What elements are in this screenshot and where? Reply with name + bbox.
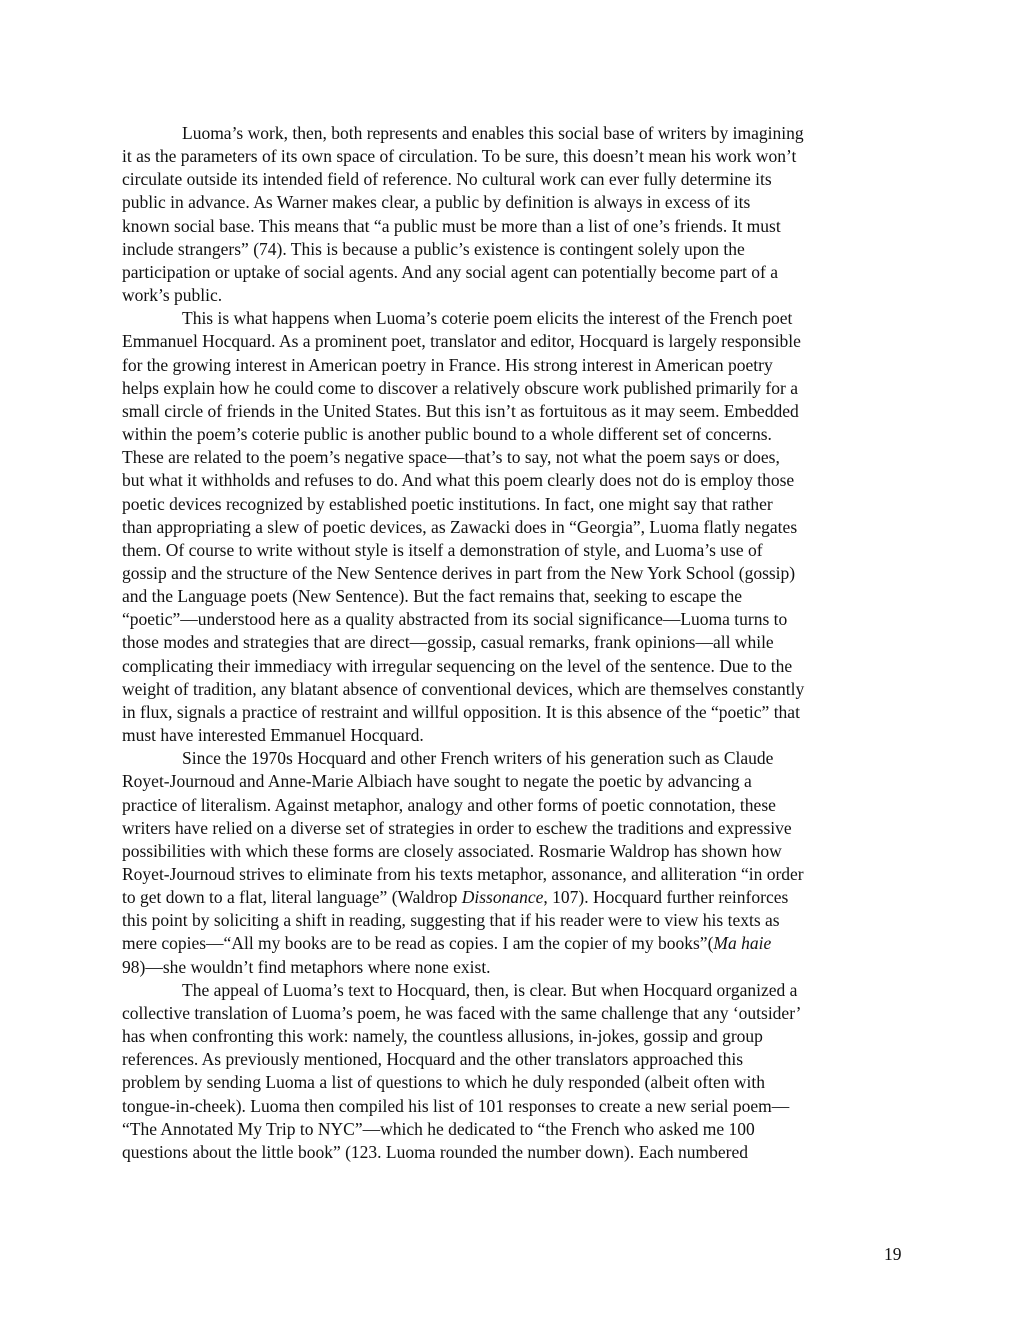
text-line: questions about the little book” (123. Luoma rounded the number down). Each numbered xyxy=(122,1141,748,1162)
text-line: must have interested Emmanuel Hocquard. xyxy=(122,725,424,746)
text-line: practice of literalism. Against metaphor, analogy and other forms of poetic connotation, these xyxy=(122,794,776,815)
text-line: gossip and the structure of the New Sentence derives in part from the New York School (gossip) xyxy=(122,562,796,583)
text-line: it as the parameters of its own space of circulation. To be sure, this doesn’t mean his work won’t xyxy=(122,146,797,167)
text-line: possibilities with which these forms are closely associated. Rosmarie Waldrop has shown how xyxy=(122,840,782,861)
italic-title: Dissonance xyxy=(461,887,544,908)
text-line: within the poem’s coterie public is another public bound to a whole different set of concerns. xyxy=(122,424,772,445)
text-line: 98)—she wouldn’t find metaphors where none exist. xyxy=(122,956,491,977)
text-line: tongue-in-cheek). Luoma then compiled his list of 101 responses to create a new serial poem— xyxy=(122,1095,790,1116)
text-line: has when confronting this work: namely, the countless allusions, in-jokes, gossip and group xyxy=(122,1026,763,1047)
italic-title: Ma haie xyxy=(713,933,772,954)
text-line: Luoma’s work, then, both represents and enables this social base of writers by imagining xyxy=(182,123,804,143)
text-line: problem by sending Luoma a list of questions to which he duly responded (albeit often with xyxy=(122,1072,766,1093)
text-line: and the Language poets (New Sentence). But the fact remains that, seeking to escape the xyxy=(122,586,743,607)
text-line: work’s public. xyxy=(122,285,223,306)
text-line: but what it withholds and refuses to do. And what this poem clearly does not do is employ those xyxy=(122,470,795,491)
text-line: references. As previously mentioned, Hocquard and the other translators approached this xyxy=(122,1049,744,1070)
text-line: circulate outside its intended field of reference. No cultural work can ever fully determine its xyxy=(122,169,772,190)
text-line: include strangers” (74). This is because a public’s existence is contingent solely upon the xyxy=(122,238,745,259)
text-line: those modes and strategies that are direct—gossip, casual remarks, frank opinions—all while xyxy=(122,632,774,653)
text-line: for the growing interest in American poetry in France. His strong interest in American poetry xyxy=(122,354,773,375)
text-line: The appeal of Luoma’s text to Hocquard, then, is clear. But when Hocquard organized a xyxy=(182,979,798,1000)
text-line: than appropriating a slew of poetic devices, as Zawacki does in “Georgia”, Luoma flatly negates xyxy=(122,516,798,537)
text-line: Royet-Journoud and Anne-Marie Albiach have sought to negate the poetic by advancing a xyxy=(122,771,752,792)
text-line: weight of tradition, any blatant absence of conventional devices, which are themselves constantly xyxy=(122,678,805,699)
body-paragraph xyxy=(122,307,908,747)
text-line: Since the 1970s Hocquard and other French writers of his generation such as Claude xyxy=(182,748,774,769)
body-paragraph xyxy=(122,747,908,979)
text-line: known social base. This means that “a public must be more than a list of one’s friends. It must xyxy=(122,215,781,236)
text-line: writers have relied on a diverse set of strategies in order to eschew the traditions and expressive xyxy=(122,817,792,838)
text-line: collective translation of Luoma’s poem, he was faced with the same challenge that any ‘outsider’ xyxy=(122,1002,802,1023)
text-line: to get down to a flat, literal language” (Waldrop Dissonance, 107). Hocquard further reinforces xyxy=(122,887,789,908)
text-line: them. Of course to write without style is itself a demonstration of style, and Luoma’s use of xyxy=(122,539,763,560)
text-line: mere copies—“All my books are to be read as copies. I am the copier of my books”(Ma haie xyxy=(122,933,772,954)
page-number: 19 xyxy=(884,1244,902,1264)
text-line: this point by soliciting a shift in reading, suggesting that if his reader were to view his texts as xyxy=(122,910,780,931)
body-paragraph xyxy=(122,979,908,1164)
text-line: helps explain how he could come to discover a relatively obscure work published primarily for a xyxy=(122,377,798,398)
document-body xyxy=(122,122,908,1164)
text-line: This is what happens when Luoma’s coterie poem elicits the interest of the French poet xyxy=(182,308,793,329)
text-line: participation or uptake of social agents. And any social agent can potentially become part of a xyxy=(122,261,779,282)
text-line: Royet-Journoud strives to eliminate from his texts metaphor, assonance, and alliteration “in order xyxy=(122,864,804,884)
text-line: Emmanuel Hocquard. As a prominent poet, translator and editor, Hocquard is largely responsible xyxy=(122,331,801,352)
text-line: “The Annotated My Trip to NYC”—which he dedicated to “the French who asked me 100 xyxy=(122,1118,755,1139)
text-line: in flux, signals a practice of restraint and willful opposition. It is this absence of the “poetic” that xyxy=(122,701,800,722)
body-paragraph xyxy=(122,122,908,307)
text-line: public in advance. As Warner makes clear, a public by definition is always in excess of its xyxy=(122,192,751,213)
text-line: “poetic”—understood here as a quality abstracted from its social significance—Luoma turns to xyxy=(122,609,788,630)
text-line: These are related to the poem’s negative space—that’s to say, not what the poem says or does, xyxy=(122,447,780,468)
text-line: complicating their immediacy with irregular sequencing on the level of the sentence. Due to the xyxy=(122,655,793,676)
text-line: small circle of friends in the United States. But this isn’t as fortuitous as it may seem. Embedded xyxy=(122,400,799,421)
text-line: poetic devices recognized by established poetic institutions. In fact, one might say that rather xyxy=(122,493,773,514)
